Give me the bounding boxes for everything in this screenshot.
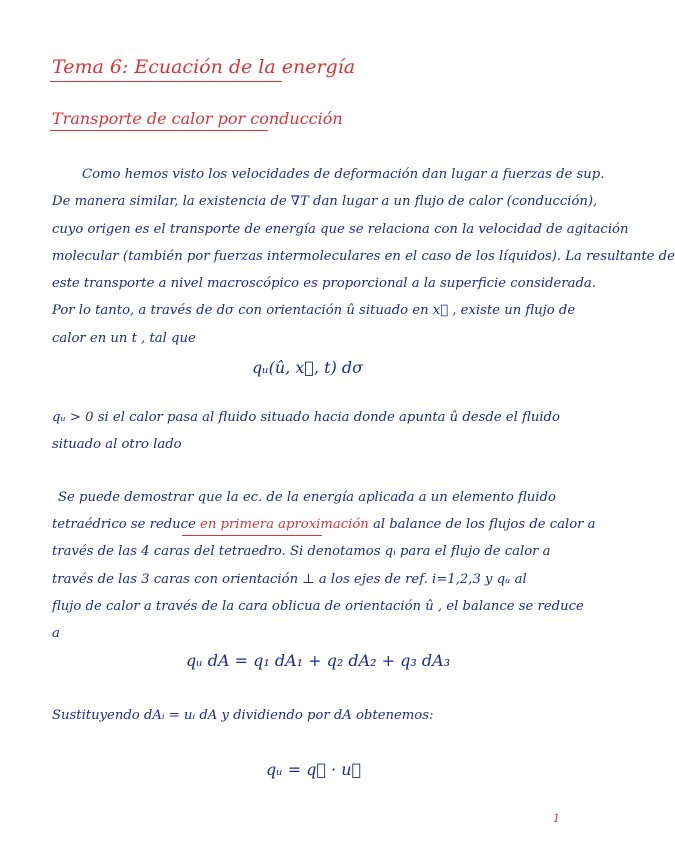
paragraph-line: De manera similar, la existencia de ∇T dan lugar a un flujo de calor (conducción), [52, 194, 598, 209]
paragraph-line: molecular (también por fuerzas intermoleculares en el caso de los líquidos). La resultante de [52, 249, 675, 264]
paragraph-line: Como hemos visto los velocidades de deformación dan lugar a fuerzas de sup. [82, 167, 605, 182]
paragraph-line: situado al otro lado [52, 437, 182, 452]
equation-balance: qᵤ dA = q₁ dA₁ + q₂ dA₂ + q₃ dA₃ [186, 651, 451, 670]
paragraph-line: calor en un t , tal que [52, 331, 196, 346]
highlighted-phrase: en primera aproximación [200, 517, 369, 532]
paragraph-line: flujo de calor a través de la cara oblicua de orientación û , el balance se reduce [52, 599, 584, 614]
paragraph-line: qᵤ > 0 si el calor pasa al fluido situado hacia donde apunta û desde el fluido [52, 410, 560, 425]
section-heading: Transporte de calor por conducción [52, 109, 343, 128]
equation-heat-flux: qᵤ(û, x⃗, t) dσ [252, 358, 364, 377]
paragraph-line: a [52, 626, 60, 641]
paragraph-line: través de las 4 caras del tetraedro. Si denotamos qᵢ para el flujo de calor a [52, 544, 551, 559]
text-segment: tetraédrico se reduce [52, 517, 201, 532]
page-title: Tema 6: Ecuación de la energía [52, 56, 356, 78]
equation-result: qᵤ = q⃗ · u⃗ [266, 760, 362, 779]
paragraph-line: este transporte a nivel macroscópico es proporcional a la superficie considerada. [52, 276, 596, 291]
paragraph-line [52, 517, 596, 532]
highlight-underline [182, 535, 322, 536]
section-heading-underline [50, 130, 268, 131]
title-underline [50, 81, 282, 82]
paragraph-line: Se puede demostrar que la ec. de la energía aplicada a un elemento fluido [58, 490, 556, 505]
paragraph-line: Sustituyendo dAᵢ = uᵢ dA y dividiendo por dA obtenemos: [52, 708, 434, 723]
text-segment: al balance de los flujos de calor a [368, 517, 596, 532]
page-number: 1 [553, 812, 560, 825]
paragraph-line: través de las 3 caras con orientación ⊥ a los ejes de ref. i=1,2,3 y qᵤ al [52, 572, 527, 587]
paragraph-line: Por lo tanto, a través de dσ con orientación û situado en x⃗ , existe un flujo de [52, 303, 576, 318]
paragraph-line: cuyo origen es el transporte de energía que se relaciona con la velocidad de agitación [52, 222, 629, 237]
